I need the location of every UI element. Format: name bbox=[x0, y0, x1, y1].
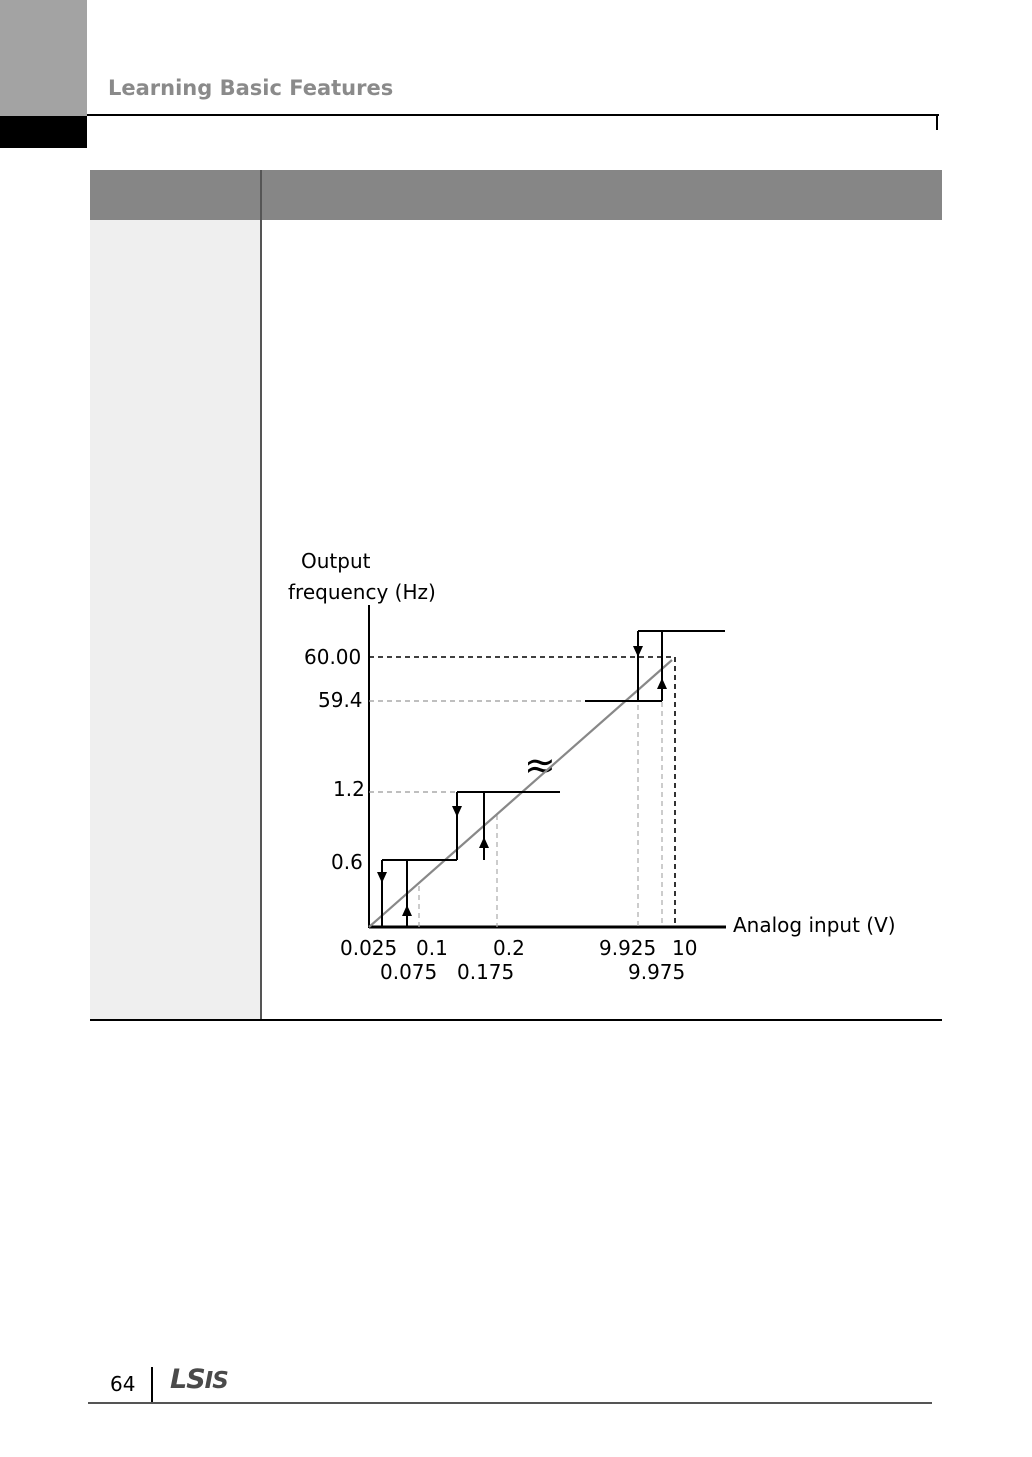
x-tick-label: 9.925 bbox=[599, 936, 657, 960]
x-tick-label: 9.975 bbox=[628, 960, 686, 984]
ls-is-logo: LSIS bbox=[170, 1364, 228, 1395]
down-arrow-icon bbox=[377, 872, 387, 883]
footer-rule bbox=[88, 1402, 932, 1404]
x-tick-label: 0.075 bbox=[380, 960, 438, 984]
up-arrow-icon bbox=[479, 837, 489, 848]
x-tick-label: 10 bbox=[672, 936, 698, 960]
y-axis-label-line1: Output bbox=[301, 549, 371, 573]
x-tick-label: 0.025 bbox=[340, 936, 398, 960]
y-tick-label: 60.00 bbox=[304, 645, 362, 669]
down-arrow-icon bbox=[452, 806, 462, 817]
x-axis-label: Analog input (V) bbox=[733, 913, 896, 937]
up-arrow-icon bbox=[402, 905, 412, 916]
y-axis-label-line2: frequency (Hz) bbox=[288, 580, 436, 604]
page-number: 64 bbox=[110, 1372, 136, 1396]
y-tick-label: 1.2 bbox=[333, 777, 365, 801]
footer-divider bbox=[151, 1367, 153, 1402]
down-arrow-icon bbox=[633, 646, 643, 657]
axis-break-symbol: ≈ bbox=[524, 743, 556, 787]
x-tick-label: 0.1 bbox=[416, 936, 448, 960]
up-arrow-icon bbox=[657, 678, 667, 689]
y-tick-label: 59.4 bbox=[318, 688, 363, 712]
x-tick-label: 0.2 bbox=[493, 936, 525, 960]
x-tick-label: 0.175 bbox=[457, 960, 515, 984]
y-tick-label: 0.6 bbox=[331, 850, 363, 874]
page-header-title: Learning Basic Features bbox=[108, 76, 394, 100]
